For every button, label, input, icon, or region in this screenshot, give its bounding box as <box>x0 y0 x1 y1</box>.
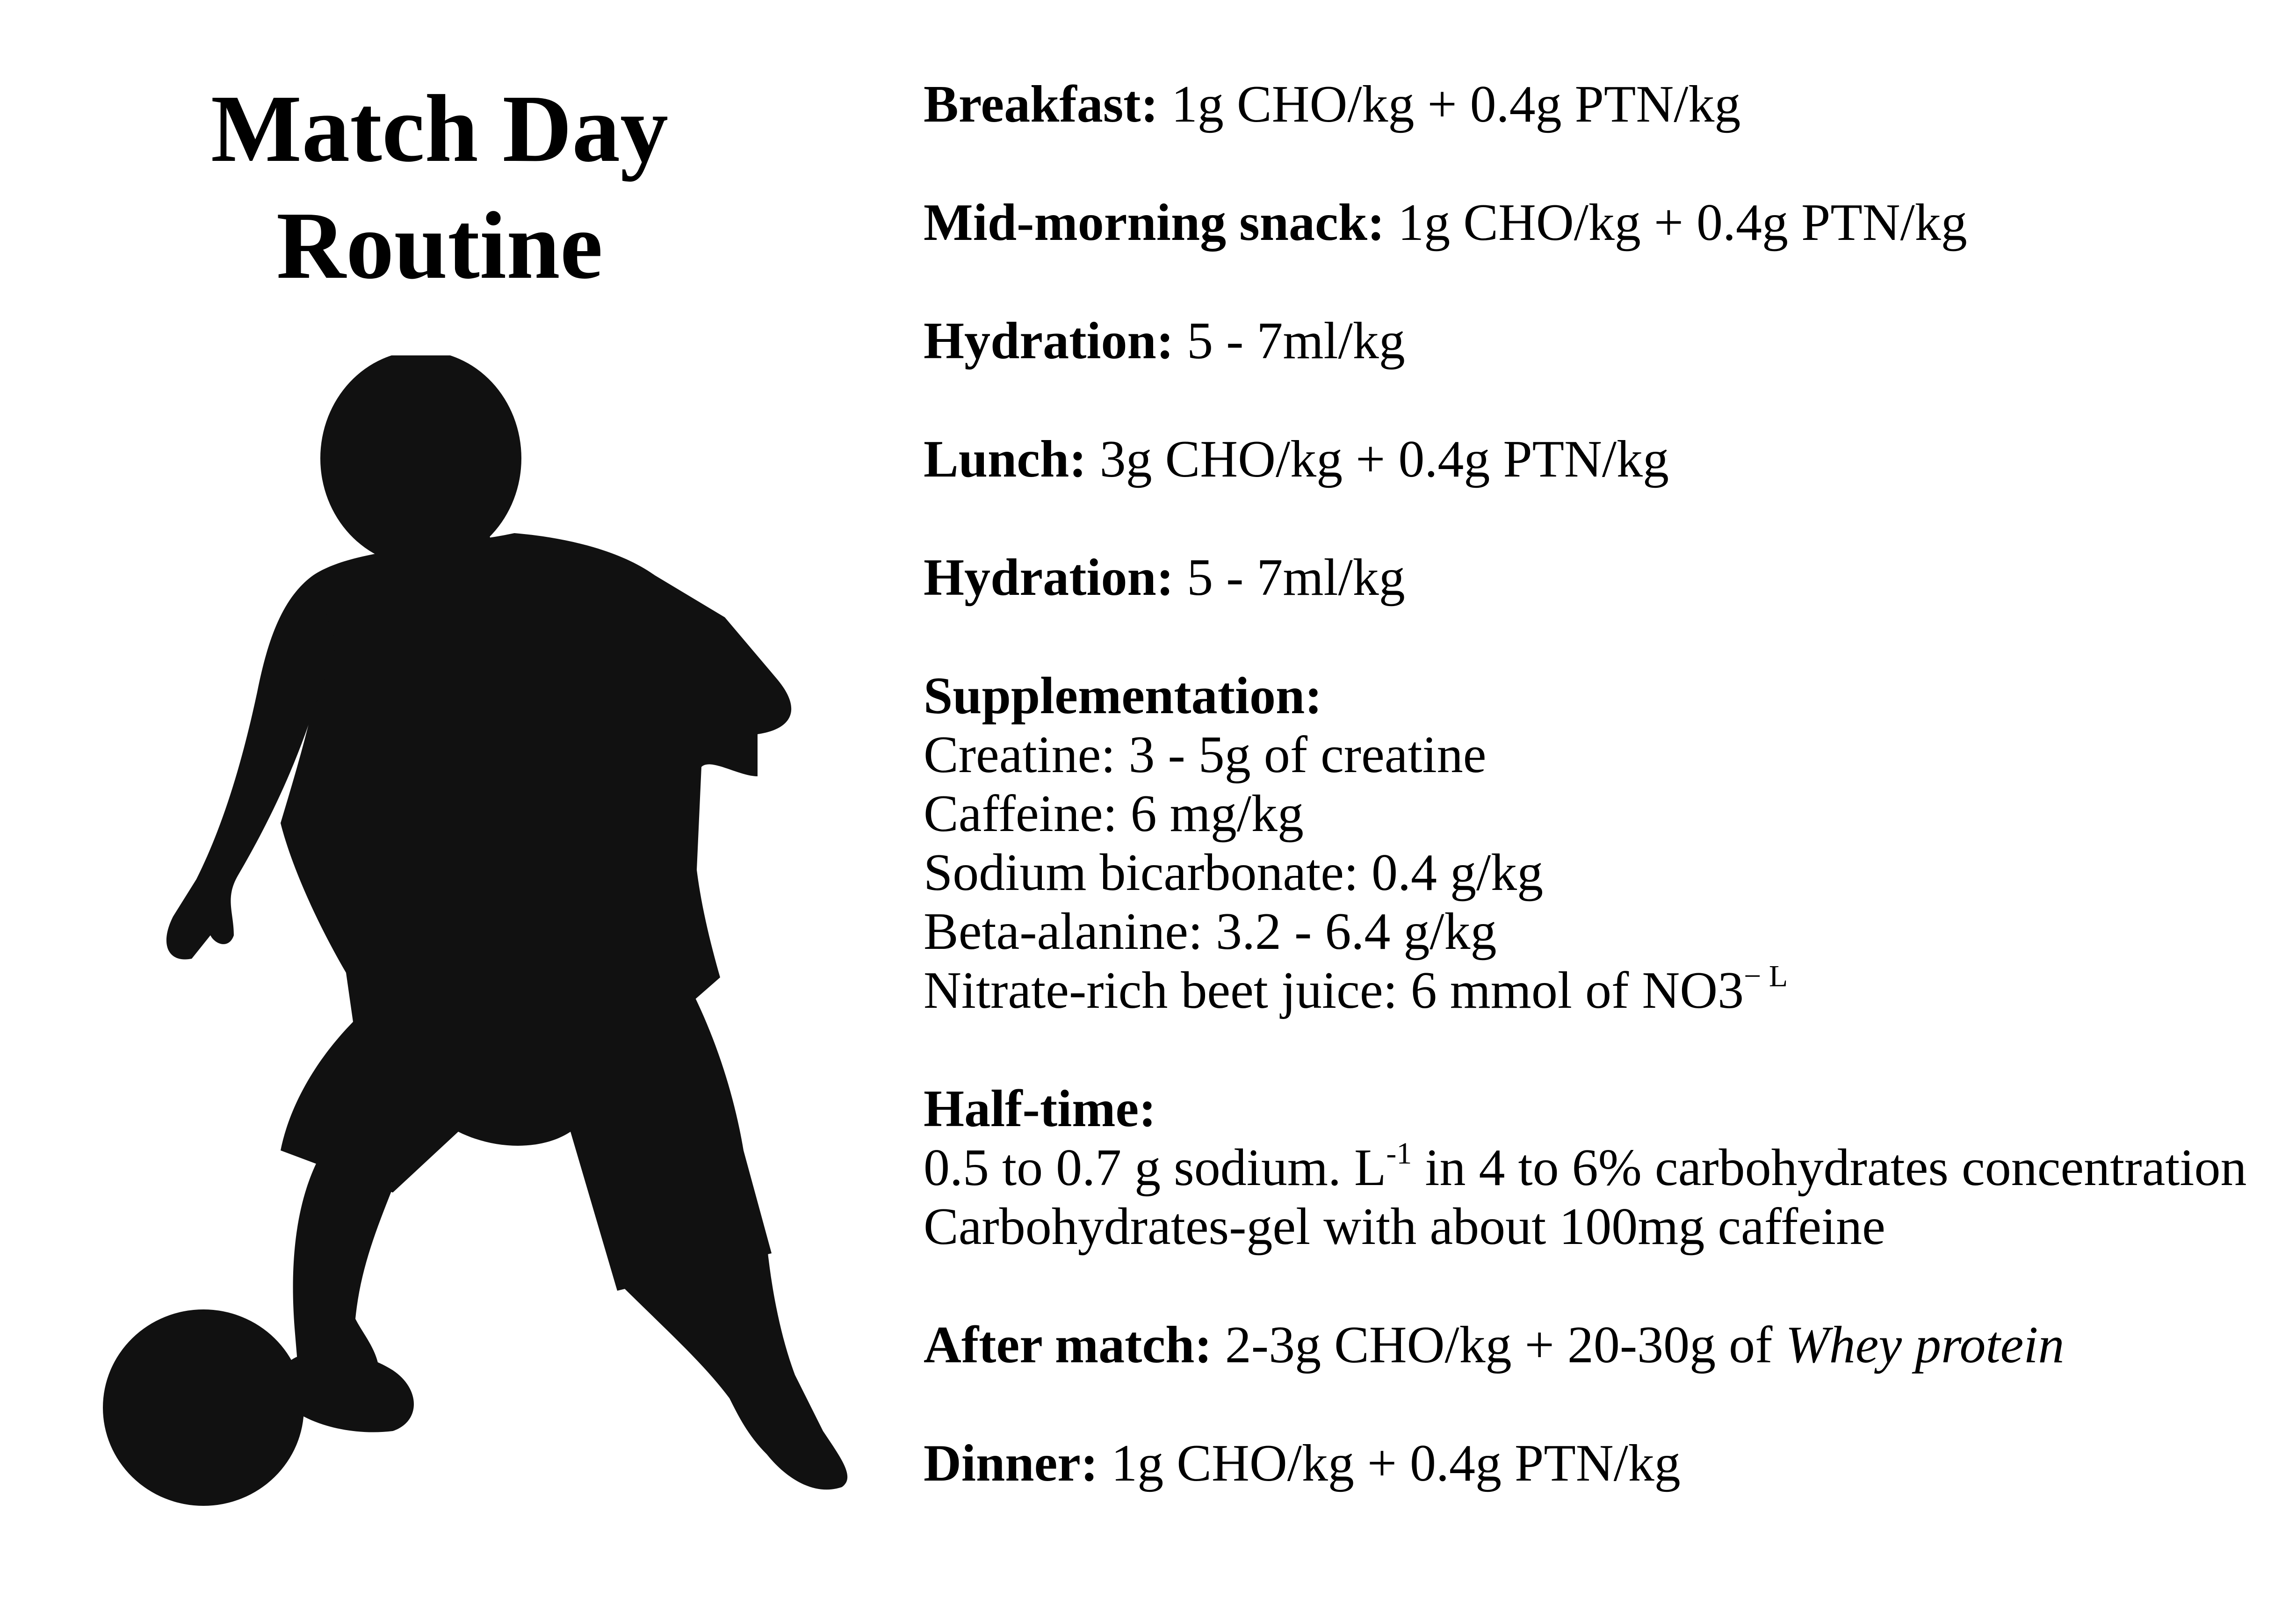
supplementation-entry <box>924 666 2280 1020</box>
nutrition-schedule <box>924 75 2280 1493</box>
title-line-2: Routine <box>276 192 603 299</box>
supplement-item: Beta-alanine: 3.2 - 6.4 g/kg <box>924 903 1497 961</box>
lunch-entry <box>924 430 2280 489</box>
dinner-value: 1g CHO/kg + 0.4g PTN/kg <box>1111 1434 1681 1492</box>
snack-value: 1g CHO/kg + 0.4g PTN/kg <box>1398 194 1967 252</box>
player-torso <box>281 533 791 1048</box>
soccer-player-silhouette <box>94 355 860 1525</box>
halftime-label: Half-time: <box>924 1080 1156 1138</box>
lunch-value: 3g CHO/kg + 0.4g PTN/kg <box>1099 430 1669 488</box>
hydration-label-2: Hydration: <box>924 549 1174 607</box>
supplement-item: Creatine: 3 - 5g of creatine <box>924 726 1487 784</box>
soccer-ball-icon <box>103 1309 304 1506</box>
snack-entry <box>924 193 2280 252</box>
lunch-label: Lunch: <box>924 430 1087 488</box>
after-match-label: After match: <box>924 1316 1212 1374</box>
supplementation-label: Supplementation: <box>924 667 1322 725</box>
breakfast-label: Breakfast: <box>924 75 1158 133</box>
page-title <box>94 70 786 304</box>
after-match-whey: Whey protein <box>1785 1316 2065 1374</box>
dinner-label: Dinner: <box>924 1434 1098 1492</box>
nitrate-text: Nitrate-rich beet juice: 6 mmol of NO3 <box>924 961 1744 1019</box>
halftime-line-1-suffix: in 4 to 6% carbohydrates concentration <box>1412 1139 2247 1197</box>
player-right-leg <box>617 1244 847 1489</box>
halftime-entry <box>924 1079 2280 1256</box>
halftime-line-1 <box>924 1138 2280 1197</box>
breakfast-value: 1g CHO/kg + 0.4g PTN/kg <box>1171 75 1741 133</box>
halftime-superscript: -1 <box>1386 1136 1412 1171</box>
supplement-item: Caffeine: 6 mg/kg <box>924 785 1304 843</box>
supplement-item-nitrate <box>924 961 2280 1020</box>
hydration-value-2: 5 - 7ml/kg <box>1187 549 1405 607</box>
supplement-item: Sodium bicarbonate: 0.4 g/kg <box>924 844 1544 902</box>
dinner-entry <box>924 1434 2280 1493</box>
halftime-line-1-prefix: 0.5 to 0.7 g sodium. L <box>924 1139 1386 1197</box>
snack-label: Mid-morning snack: <box>924 194 1385 252</box>
after-match-value: 2-3g CHO/kg + 20-30g of <box>1225 1316 1786 1374</box>
hydration-value-1: 5 - 7ml/kg <box>1187 312 1405 370</box>
hydration-entry-1 <box>924 311 2280 370</box>
hydration-entry-2 <box>924 548 2280 607</box>
nitrate-superscript: − L <box>1744 959 1788 993</box>
after-match-entry <box>924 1316 2280 1374</box>
halftime-line-2: Carbohydrates-gel with about 100mg caffeine <box>924 1198 1885 1256</box>
title-line-1: Match Day <box>210 75 669 182</box>
hydration-label-1: Hydration: <box>924 312 1174 370</box>
breakfast-entry <box>924 75 2280 134</box>
